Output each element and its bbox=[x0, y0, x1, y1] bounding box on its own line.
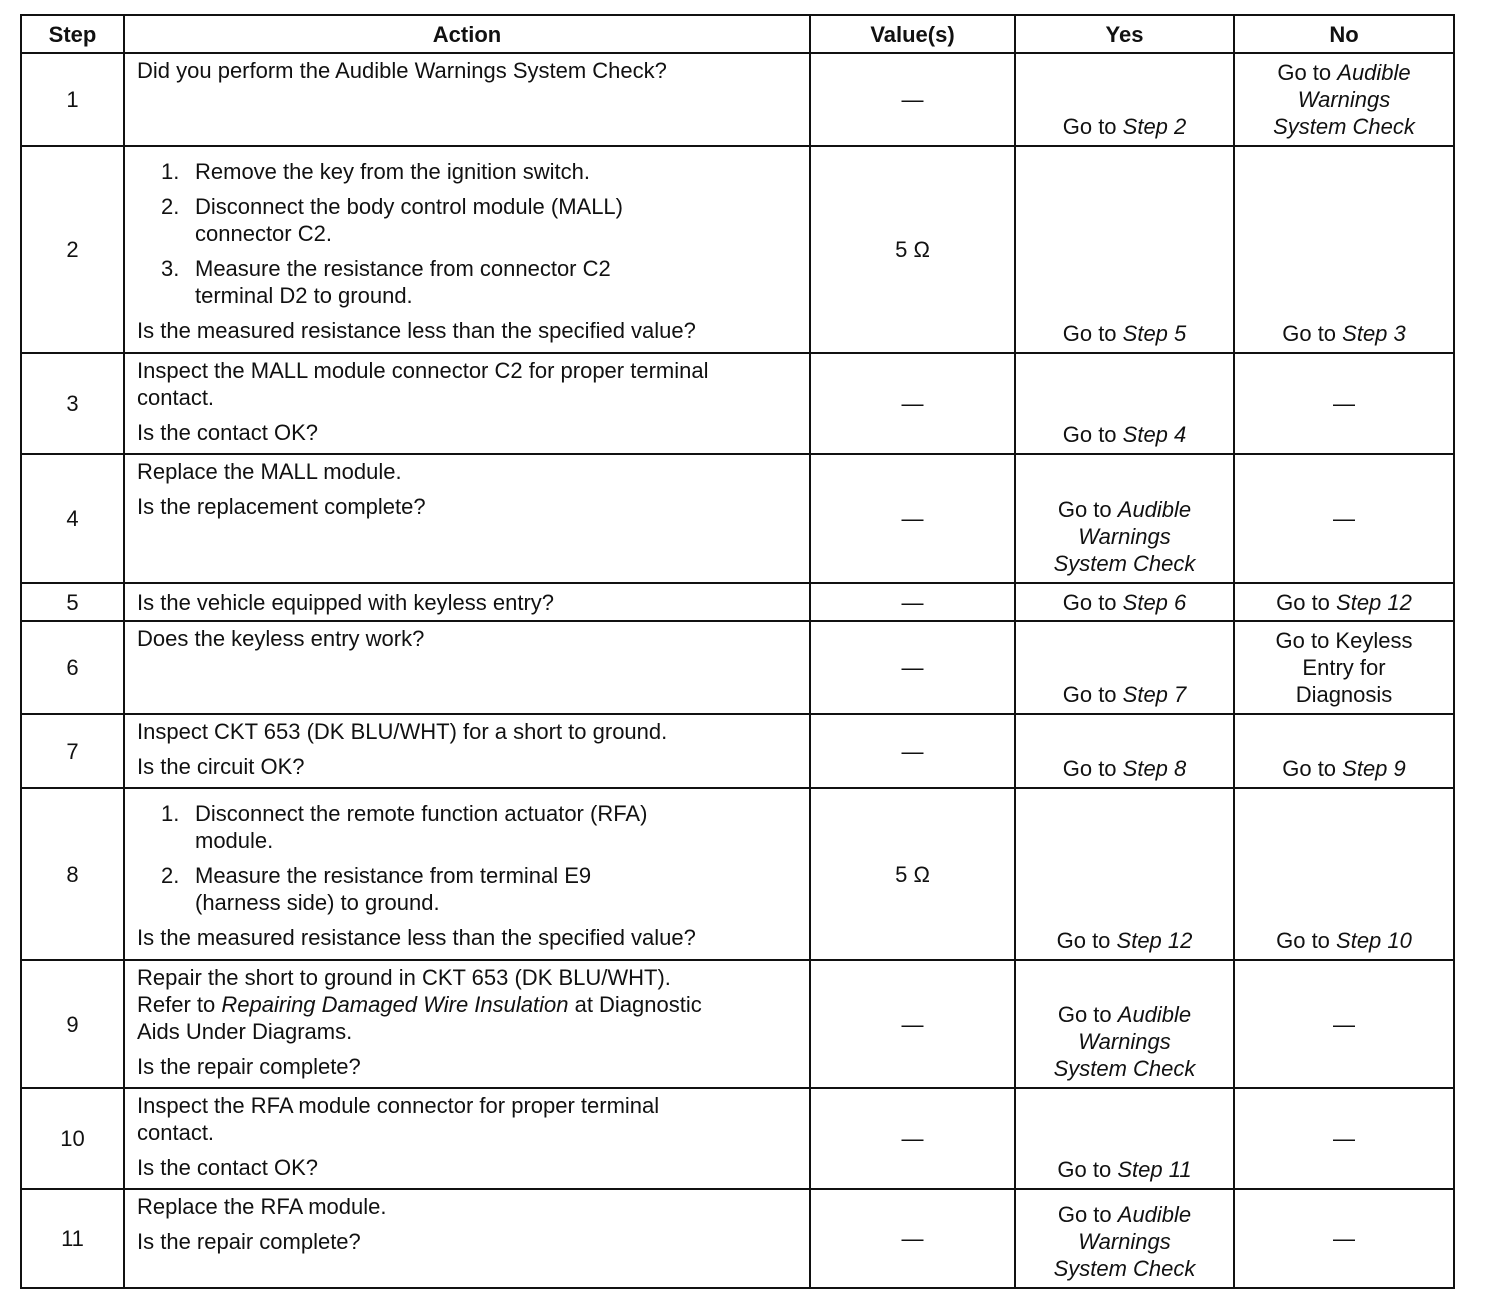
yes-cell: Go to Audible Warnings System Check bbox=[1015, 1189, 1234, 1288]
question-text: Is the contact OK? bbox=[137, 420, 318, 445]
yes-cell: Go to Step 6 bbox=[1015, 583, 1234, 621]
yes-link[interactable]: Audible bbox=[1117, 1002, 1192, 1027]
step-number: 6 bbox=[21, 621, 124, 714]
no-link[interactable]: Entry for bbox=[1302, 655, 1386, 680]
question-text: Is the measured resistance less than the specified value? bbox=[137, 318, 696, 343]
no-cell: Go to Step 9 bbox=[1234, 714, 1454, 788]
step-number: 9 bbox=[21, 960, 124, 1088]
value-cell: — bbox=[810, 1189, 1015, 1288]
yes-cell: Go to Step 7 bbox=[1015, 621, 1234, 714]
value-cell: — bbox=[810, 960, 1015, 1088]
table-row-step-5 bbox=[21, 583, 1454, 621]
yes-cell: Go to Step 4 bbox=[1015, 353, 1234, 454]
yes-cell: Go to Step 11 bbox=[1015, 1088, 1234, 1189]
question-text: Is the circuit OK? bbox=[137, 754, 305, 779]
question-text: Did you perform the Audible Warnings System Check? bbox=[137, 58, 667, 83]
no-cell: Go to Step 12 bbox=[1234, 583, 1454, 621]
list-item: 3. Measure the resistance from connector C2 terminal D2 to ground. bbox=[161, 256, 611, 308]
value-cell: — bbox=[810, 714, 1015, 788]
yes-cell: Go to Step 12 bbox=[1015, 788, 1234, 960]
step-number: 10 bbox=[21, 1088, 124, 1189]
yes-link[interactable]: Step 7 bbox=[1122, 682, 1187, 707]
no-prefix: Go to bbox=[1277, 60, 1338, 85]
no-link[interactable]: Go to Keyless bbox=[1275, 628, 1413, 653]
header-row bbox=[21, 15, 1454, 53]
no-cell: — bbox=[1234, 1189, 1454, 1288]
action-cell: Replace the MALL module. Is the replacement complete? bbox=[124, 454, 810, 583]
action-cell: Inspect the MALL module connector C2 for proper terminal contact. Is the contact OK? bbox=[124, 353, 810, 454]
yes-link[interactable]: Step 2 bbox=[1122, 114, 1187, 139]
question-text: Is the measured resistance less than the specified value? bbox=[137, 925, 696, 950]
action-cell: Replace the RFA module. Is the repair complete? bbox=[124, 1189, 810, 1288]
list-item: 1. Disconnect the remote function actuator (RFA) module. bbox=[161, 801, 648, 853]
step-number: 2 bbox=[21, 146, 124, 353]
table-row-step-10 bbox=[21, 1088, 1454, 1189]
step-number: 11 bbox=[21, 1189, 124, 1288]
value-cell: — bbox=[810, 621, 1015, 714]
header-action: Action bbox=[124, 15, 810, 53]
no-cell: Go to Step 10 bbox=[1234, 788, 1454, 960]
numbered-list bbox=[161, 800, 801, 916]
action-cell bbox=[124, 583, 810, 621]
step-number: 8 bbox=[21, 788, 124, 960]
no-cell bbox=[1234, 53, 1454, 146]
value-cell: — bbox=[810, 353, 1015, 454]
no-cell bbox=[1234, 621, 1454, 714]
table-row-step-3 bbox=[21, 353, 1454, 454]
header-yes: Yes bbox=[1015, 15, 1234, 53]
yes-link[interactable]: Step 11 bbox=[1117, 1157, 1192, 1182]
yes-prefix: Go to bbox=[1062, 114, 1123, 139]
action-cell: Inspect CKT 653 (DK BLU/WHT) for a short to ground. Is the circuit OK? bbox=[124, 714, 810, 788]
question-text: Is the contact OK? bbox=[137, 1155, 318, 1180]
table-row-step-4 bbox=[21, 454, 1454, 583]
action-cell: Inspect the RFA module connector for proper terminal contact. Is the contact OK? bbox=[124, 1088, 810, 1189]
no-link[interactable]: Diagnosis bbox=[1295, 682, 1393, 707]
yes-cell: Go to Audible Warnings System Check bbox=[1015, 454, 1234, 583]
yes-cell: Go to Audible Warnings System Check bbox=[1015, 960, 1234, 1088]
yes-link[interactable]: Warnings bbox=[1078, 524, 1171, 549]
step-number: 7 bbox=[21, 714, 124, 788]
diagnostic-table bbox=[20, 14, 1455, 1289]
header-values: Value(s) bbox=[810, 15, 1015, 53]
value-cell: 5 Ω bbox=[810, 146, 1015, 353]
value-cell: — bbox=[810, 53, 1015, 146]
action-cell bbox=[124, 53, 810, 146]
value-cell: — bbox=[810, 1088, 1015, 1189]
yes-link[interactable]: Warnings bbox=[1078, 1229, 1171, 1254]
diagnostic-table-container bbox=[20, 14, 1453, 1289]
yes-link[interactable]: Step 8 bbox=[1122, 756, 1187, 781]
list-item: 2. Disconnect the body control module (MALL) connector C2. bbox=[161, 194, 623, 246]
header-step: Step bbox=[21, 15, 124, 53]
no-link[interactable]: Step 9 bbox=[1342, 756, 1406, 781]
table-row-step-7 bbox=[21, 714, 1454, 788]
table-row-step-9 bbox=[21, 960, 1454, 1088]
yes-cell: Go to Step 8 bbox=[1015, 714, 1234, 788]
no-cell: — bbox=[1234, 1088, 1454, 1189]
question-text: Is the replacement complete? bbox=[137, 494, 426, 519]
list-item: 2. Measure the resistance from terminal E9 (harness side) to ground. bbox=[161, 863, 592, 915]
yes-link[interactable]: Step 12 bbox=[1116, 928, 1193, 953]
header-no: No bbox=[1234, 15, 1454, 53]
action-cell: Repair the short to ground in CKT 653 (DK BLU/WHT). Refer to Repairing Damaged Wire Insulation at Diagnostic Aids Under Diagrams. Is the repair complete? bbox=[124, 960, 810, 1088]
no-cell: — bbox=[1234, 353, 1454, 454]
table-row-step-6 bbox=[21, 621, 1454, 714]
yes-link[interactable]: Step 4 bbox=[1122, 422, 1187, 447]
yes-link[interactable]: Audible bbox=[1117, 1202, 1192, 1227]
reference-link[interactable]: Repairing Damaged Wire Insulation bbox=[221, 992, 569, 1017]
step-number: 1 bbox=[21, 53, 124, 146]
step-number: 3 bbox=[21, 353, 124, 454]
list-item: 1. Remove the key from the ignition switch. bbox=[161, 159, 590, 184]
table-row-step-11 bbox=[21, 1189, 1454, 1288]
yes-link[interactable]: Step 6 bbox=[1122, 589, 1187, 615]
question-text: Does the keyless entry work? bbox=[137, 626, 425, 651]
no-cell: — bbox=[1234, 960, 1454, 1088]
step-number: 5 bbox=[21, 583, 124, 621]
action-cell bbox=[124, 788, 810, 960]
value-cell: — bbox=[810, 454, 1015, 583]
no-cell: Go to Step 3 bbox=[1234, 146, 1454, 353]
no-link[interactable]: System Check bbox=[1273, 114, 1415, 139]
table-row-step-1 bbox=[21, 53, 1454, 146]
action-cell bbox=[124, 146, 810, 353]
yes-cell bbox=[1015, 53, 1234, 146]
question-text: Is the vehicle equipped with keyless entry? bbox=[137, 589, 555, 615]
no-link[interactable]: Step 10 bbox=[1336, 928, 1412, 953]
numbered-list bbox=[161, 158, 801, 309]
table-row-step-8 bbox=[21, 788, 1454, 960]
yes-link[interactable]: System Check bbox=[1053, 1256, 1196, 1281]
no-link[interactable]: Audible bbox=[1337, 60, 1411, 85]
no-link[interactable]: Warnings bbox=[1297, 87, 1391, 112]
step-number: 4 bbox=[21, 454, 124, 583]
yes-link[interactable]: Step 5 bbox=[1122, 321, 1187, 346]
no-link[interactable]: Step 3 bbox=[1342, 321, 1406, 346]
question-text: Is the repair complete? bbox=[137, 1229, 361, 1254]
action-cell bbox=[124, 621, 810, 714]
no-link[interactable]: Step 12 bbox=[1336, 589, 1412, 615]
table-row-step-2 bbox=[21, 146, 1454, 353]
yes-link[interactable]: Warnings bbox=[1078, 1029, 1171, 1054]
yes-cell: Go to Step 5 bbox=[1015, 146, 1234, 353]
no-cell: — bbox=[1234, 454, 1454, 583]
yes-link[interactable]: System Check bbox=[1053, 551, 1196, 576]
yes-link[interactable]: System Check bbox=[1053, 1056, 1196, 1081]
value-cell: 5 Ω bbox=[810, 788, 1015, 960]
yes-link[interactable]: Audible bbox=[1117, 497, 1192, 522]
value-cell: — bbox=[810, 583, 1015, 621]
question-text: Is the repair complete? bbox=[137, 1054, 361, 1079]
